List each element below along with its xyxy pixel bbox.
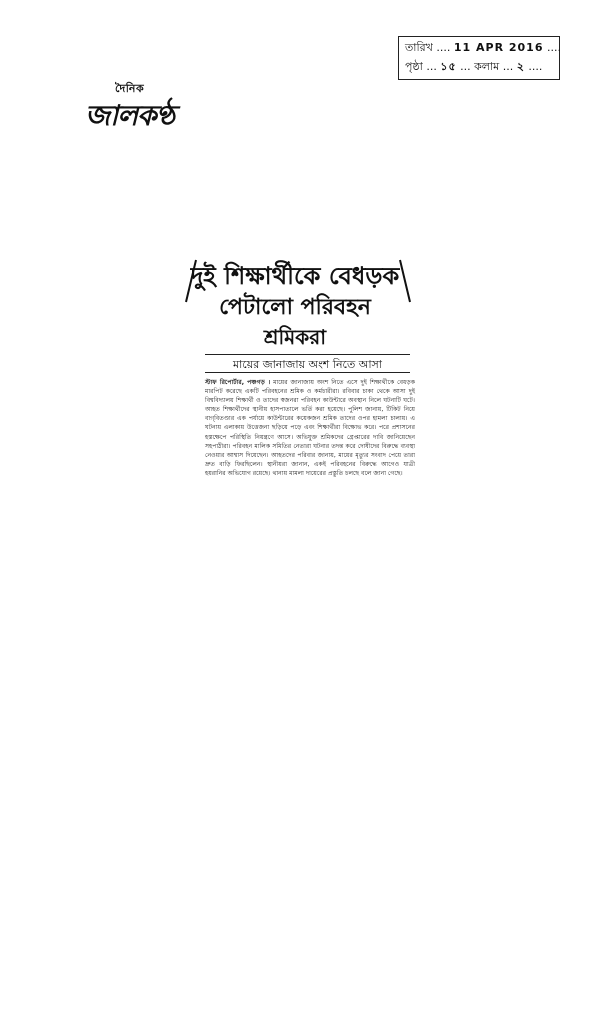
headline-line-1: দুই শিক্ষার্থীকে বেধড়ক [190, 262, 400, 290]
article-dateline: স্টাফ রিপোর্টার, পঞ্চগড় । [205, 379, 271, 386]
stamp-column-label: কলাম [474, 60, 500, 73]
stamp-date-value: 11 APR 2016 [453, 41, 544, 54]
date-stamp [398, 36, 560, 80]
stamp-page-row: পৃষ্ঠা ... ১৫ ... কলাম ... ২ .... [405, 60, 543, 73]
article-headline [180, 262, 410, 349]
stamp-date-row: তারিখ .... 11 APR 2016 .... [405, 41, 561, 54]
article-subhead: মায়ের জানাজায় অংশ নিতে আসা [233, 358, 382, 371]
subhead-rule-bottom [205, 372, 410, 373]
article-body-text: মায়ের জানাজায় অংশ নিতে এসে দুই শিক্ষার্থীকে বেধড়ক মারপিট করেছে একটি পরিবহনের শ্রমিক ও কর্মচারীরা। রবিবার চাকা থেকে আসা দুই বিশ্ববিদ্যালয় শিক্ষার্থী ও তাদের স্বজনরা পরিবহন কাউন্টারে অবস্থান নিলে ঘটনাটি ঘটে। আহত শিক্ষার্থীদের স্থানীয় হাসপাতালে ভর্তি করা হয়েছে। পুলিশ জানায়, টিকিট নিয়ে বাগ্‌বিতণ্ডার এক পর্যায়ে কাউন্টারের কয়েকজন শ্রমিক তাদের ওপর হামলা চালায়। এ ঘটনায় এলাকায় উত্তেজনা ছড়িয়ে পড়ে এবং শিক্ষার্থীরা বিক্ষোভ করে। পরে প্রশাসনের হস্তক্ষেপে পরিস্থিতি নিয়ন্ত্রণে আসে। অভিযুক্ত শ্রমিকদের গ্রেপ্তারের দাবি জানিয়েছেন সহপাঠীরা। পরিবহন মালিক সমিতির নেতারা ঘটনার তদন্ত করে দোষীদের বিরুদ্ধে ব্যবস্থা নেওয়ার আশ্বাস দিয়েছেন। আহতদের পরিবার জানায়, মায়ের মৃত্যুর সংবাদ পেয়ে তারা দ্রুত বাড়ি ফিরছিলেন। স্থানীয়রা জানান, একই পরিবহনের বিরুদ্ধে আগেও যাত্রী হয়রানির অভিযোগ রয়েছে। থানায় মামলা দায়েরের প্রস্তুতি চলছে বলে জানা গেছে। [205, 379, 415, 477]
masthead-logo: জালকণ্ঠ [85, 99, 175, 132]
stamp-page-label: পৃষ্ঠা [405, 60, 423, 73]
article-body [205, 378, 415, 478]
stamp-date-label: তারিখ [405, 41, 433, 54]
masthead-daily-label: দৈনিক [115, 82, 145, 95]
stamp-column-value: ২ [516, 60, 525, 73]
newspaper-masthead [85, 80, 215, 140]
stamp-page-value: ১৫ [440, 60, 457, 73]
headline-line-2: পেটালো পরিবহন [219, 294, 371, 320]
headline-line-3: শ্রমিকরা [263, 325, 327, 350]
subhead-rule-top [205, 354, 410, 355]
